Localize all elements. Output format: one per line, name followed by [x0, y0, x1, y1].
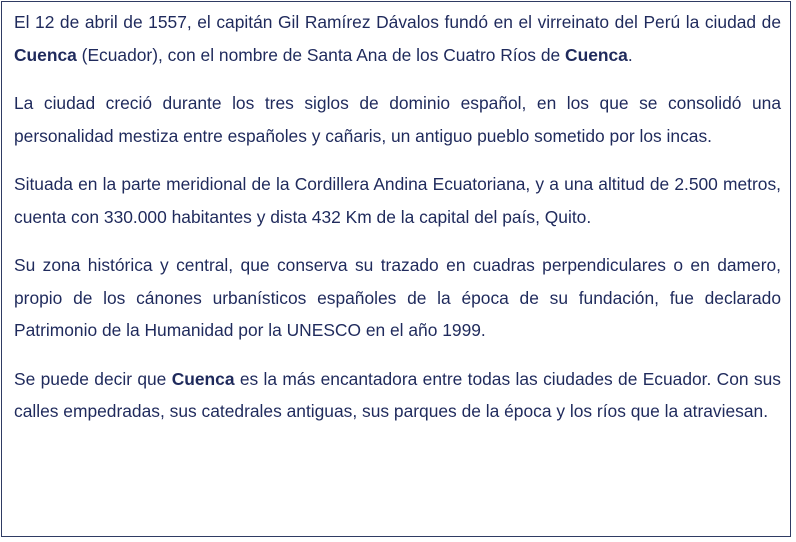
text-segment: La ciudad creció durante los tres siglos de dominio español, en los que se consolidó una personalidad mestiza entre españoles y cañaris, un antiguo pueblo sometido por los incas. — [14, 93, 781, 146]
text-segment: Su zona histórica y central, que conserva su trazado en cuadras perpendiculares o en damero, propio de los cánones urbanísticos españoles de la época de su fundación, fue declarado Patrimonio de la Humanidad por la UNESCO en el año 1999. — [14, 255, 781, 340]
paragraph-location — [14, 168, 781, 233]
text-segment: Situada en la parte meridional de la Cordillera Andina Ecuatoriana, y a una altitud de 2.500 metros, cuenta con 330.000 habitantes y dista 432 Km de la capital del país, Quito. — [14, 174, 781, 227]
text-segment: . — [627, 44, 633, 65]
text-segment: El 12 de abril de 1557, el capitán Gil Ramírez Dávalos fundó en el virreinato del Perú la ciudad de — [14, 12, 781, 32]
text-box-frame — [1, 1, 791, 537]
city-name-bold: Cuenca — [14, 44, 77, 65]
text-segment: (Ecuador), con el nombre de Santa Ana de los Cuatro Ríos de — [76, 44, 566, 65]
paragraph-foundation — [14, 6, 781, 71]
city-name-bold: Cuenca — [565, 44, 628, 65]
text-segment: es la más encantadora entre todas las ciudades de Ecuador. Con sus calles empedradas, sus catedrales antiguas, sus parques de la época y los ríos que la atraviesan. — [14, 368, 781, 421]
paragraph-heritage — [14, 249, 781, 347]
document-body — [14, 6, 781, 428]
paragraph-charm — [14, 363, 781, 428]
text-segment: Se puede decir que — [14, 368, 172, 389]
paragraph-colonial-growth — [14, 87, 781, 152]
city-name-bold: Cuenca — [171, 368, 235, 389]
